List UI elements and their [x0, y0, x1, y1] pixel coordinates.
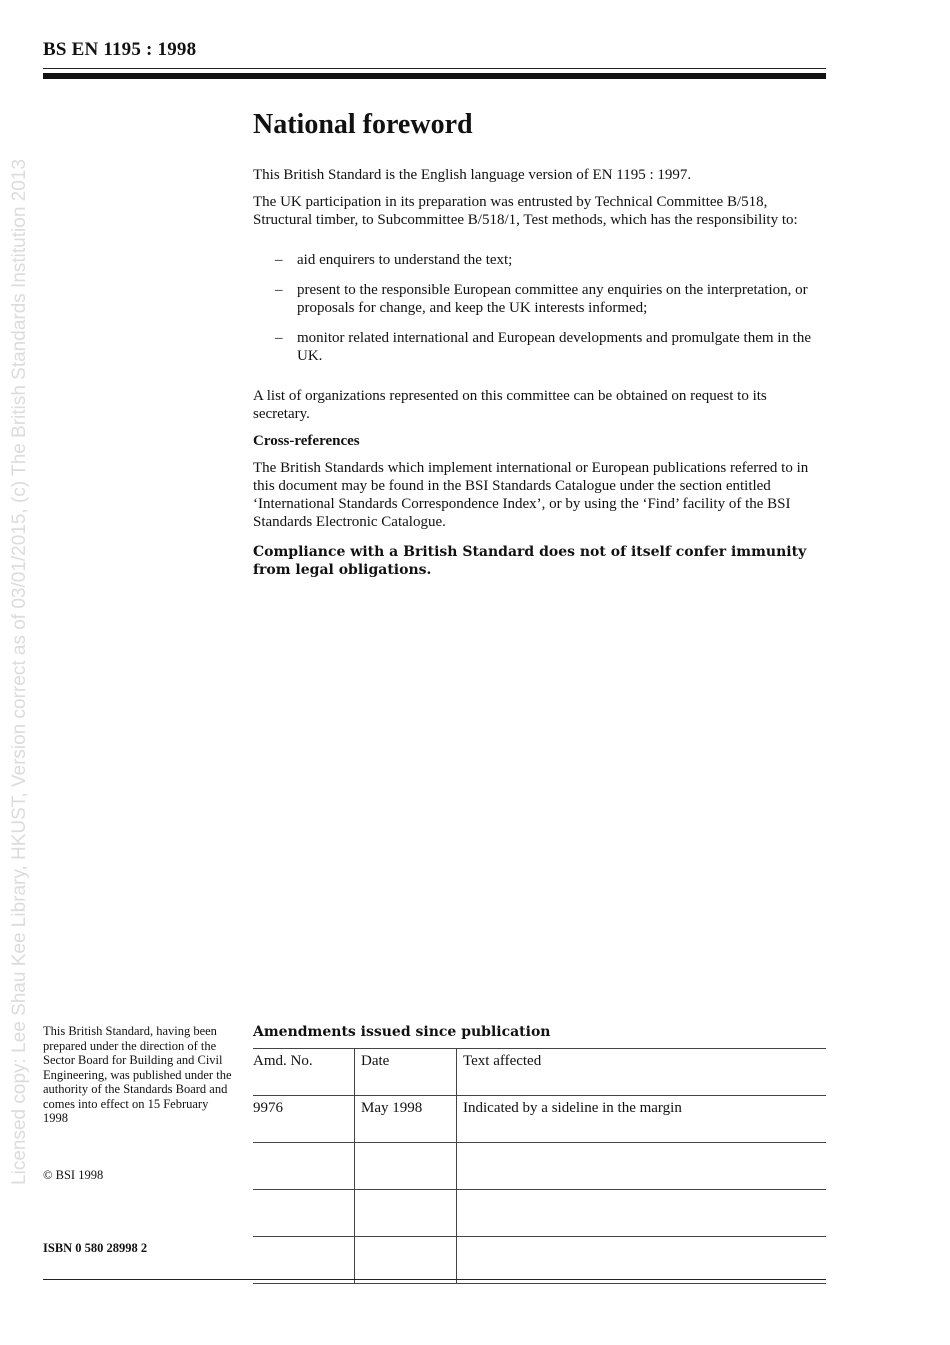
table-cell [253, 1237, 355, 1284]
table-cell [253, 1143, 355, 1190]
table-row [253, 1143, 826, 1190]
header-rule-thick [43, 73, 826, 79]
table-cell [457, 1190, 827, 1237]
cross-references-heading: Cross-references [253, 433, 360, 449]
participation-paragraph: The UK participation in its preparation was entrusted by Technical Committee B/518, Structural timber, to Subcommittee B/518/1, Test methods, which has the responsibility to: [253, 194, 798, 228]
list-item [253, 281, 826, 317]
document-code: BS EN 1195 : 1998 [43, 39, 197, 60]
list-item-text: present to the responsible European committee any enquiries on the interpretation, or proposals for change, and keep the UK interests informed; [297, 282, 808, 316]
footer-rule [43, 1279, 826, 1280]
table-row [253, 1190, 826, 1237]
list-item [253, 329, 826, 365]
copyright-notice: © BSI 1998 [43, 1168, 104, 1182]
dash-bullet: – [275, 282, 283, 298]
intro-paragraph: This British Standard is the English language version of EN 1195 : 1997. [253, 167, 692, 183]
responsibility-list [253, 251, 826, 365]
table-cell: 9976 [253, 1096, 355, 1143]
table-cell [355, 1190, 457, 1237]
national-foreword-section [253, 108, 826, 588]
publication-note: This British Standard, having been prepared under the direction of the Sector Board for Building and Civil Engineering, was published under the authority of the Standards Board and comes into effect on 15 February 1998 [43, 1024, 232, 1125]
amendments-table [253, 1048, 826, 1284]
dash-bullet: – [275, 252, 283, 268]
table-cell [355, 1143, 457, 1190]
organizations-paragraph: A list of organizations represented on this committee can be obtained on request to its secretary. [253, 388, 767, 422]
column-header-date: Date [355, 1049, 457, 1096]
column-header-text-affected: Text affected [457, 1049, 827, 1096]
dash-bullet: – [275, 330, 283, 346]
table-cell [355, 1237, 457, 1284]
table-row [253, 1096, 826, 1143]
table-cell: May 1998 [355, 1096, 457, 1143]
table-cell [457, 1237, 827, 1284]
table-cell: Indicated by a sideline in the margin [457, 1096, 827, 1143]
table-row [253, 1237, 826, 1284]
header-rule-thin [43, 68, 826, 69]
isbn-number: ISBN 0 580 28998 2 [43, 1241, 148, 1255]
list-item-text: aid enquirers to understand the text; [297, 252, 513, 268]
compliance-statement: Compliance with a British Standard does not of itself confer immunity from legal obligations. [253, 544, 807, 578]
cross-references-paragraph: The British Standards which implement international or European publications referred to in this document may be found in the BSI Standards Catalogue under the section entitled ‘International Standards Correspondence Index’, or by using the ‘Find’ facility of the BSI Standards Electronic Catalogue. [253, 460, 809, 530]
list-item [253, 251, 826, 269]
list-item-text: monitor related international and European developments and promulgate them in the UK. [297, 330, 812, 364]
table-cell [457, 1143, 827, 1190]
page-title: National foreword [253, 109, 473, 140]
license-watermark: Licensed copy: Lee Shau Kee Library, HKUST, Version correct as of 03/01/2015, (c) The British Standards Institution 2013 [9, 159, 30, 1185]
column-header-amd-no: Amd. No. [253, 1049, 355, 1096]
table-header-row [253, 1049, 826, 1096]
table-cell [253, 1190, 355, 1237]
amendments-title: Amendments issued since publication [253, 1024, 551, 1040]
